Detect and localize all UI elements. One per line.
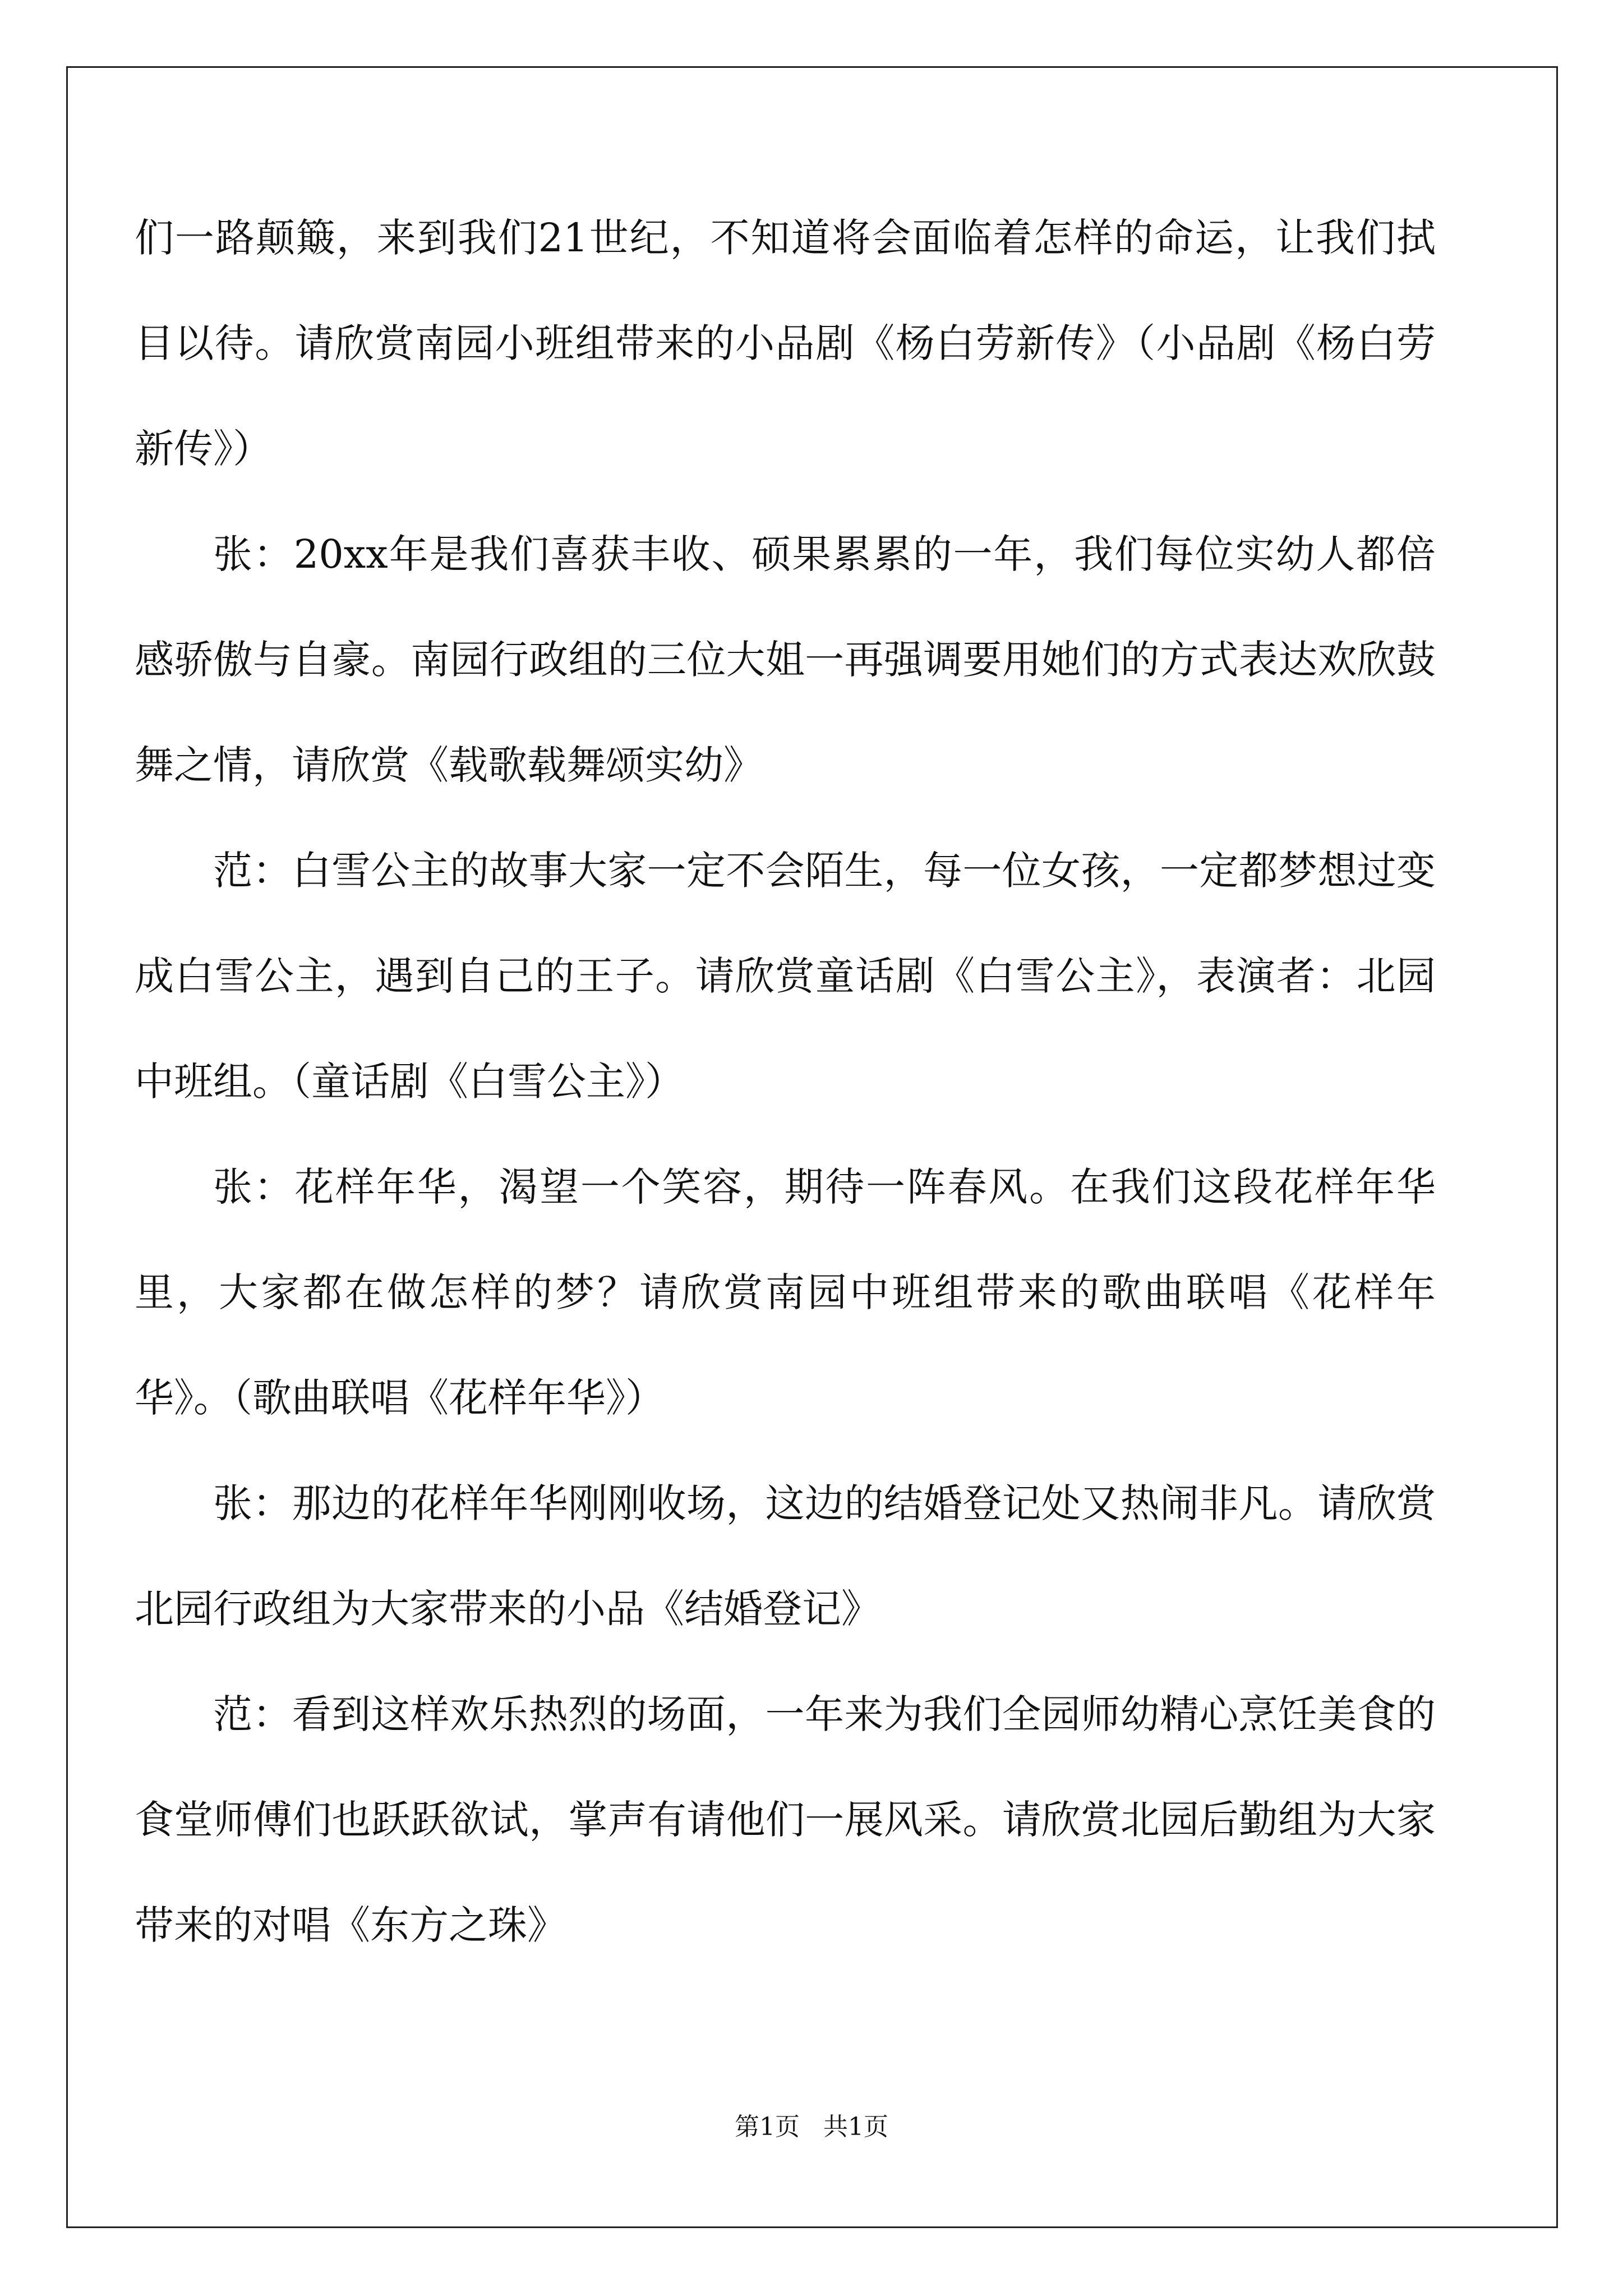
paragraph-3: 范：白雪公主的故事大家一定不会陌生，每一位女孩，一定都梦想过变成白雪公主，遇到自己的王子。请欣赏童话剧《白雪公主》，表演者：北园中班组。（童话剧《白雪公主》）: [135, 848, 1436, 1105]
paragraph-6: 范：看到这样欢乐热烈的场面，一年来为我们全园师幼精心烹饪美食的食堂师傅们也跃跃欲试，掌声有请他们一展风采。请欣赏北园后勤组为大家带来的对唱《东方之珠》: [135, 1691, 1436, 1948]
document-body: [135, 185, 1436, 1978]
paragraph-2: 张：20xx年是我们喜获丰收、硕果累累的一年，我们每位实幼人都倍感骄傲与自豪。南园行政组的三位大姐一再强调要用她们的方式表达欢欣鼓舞之情，请欣赏《载歌载舞颂实幼》: [135, 531, 1436, 788]
paragraph-5: 张：那边的花样年华刚刚收场，这边的结婚登记处又热闹非凡。请欣赏北园行政组为大家带来的小品《结婚登记》: [135, 1480, 1436, 1632]
page-footer: 第1页 共1页: [735, 2113, 888, 2141]
paragraph-1: 们一路颠簸，来到我们21世纪，不知道将会面临着怎样的命运，让我们拭目以待。请欣赏南园小班组带来的小品剧《杨白劳新传》（小品剧《杨白劳新传》）: [135, 215, 1436, 472]
paragraph-4: 张：花样年华，渴望一个笑容，期待一阵春风。在我们这段花样年华里，大家都在做怎样的梦？请欣赏南园中班组带来的歌曲联唱《花样年华》。（歌曲联唱《花样年华》）: [135, 1164, 1436, 1421]
